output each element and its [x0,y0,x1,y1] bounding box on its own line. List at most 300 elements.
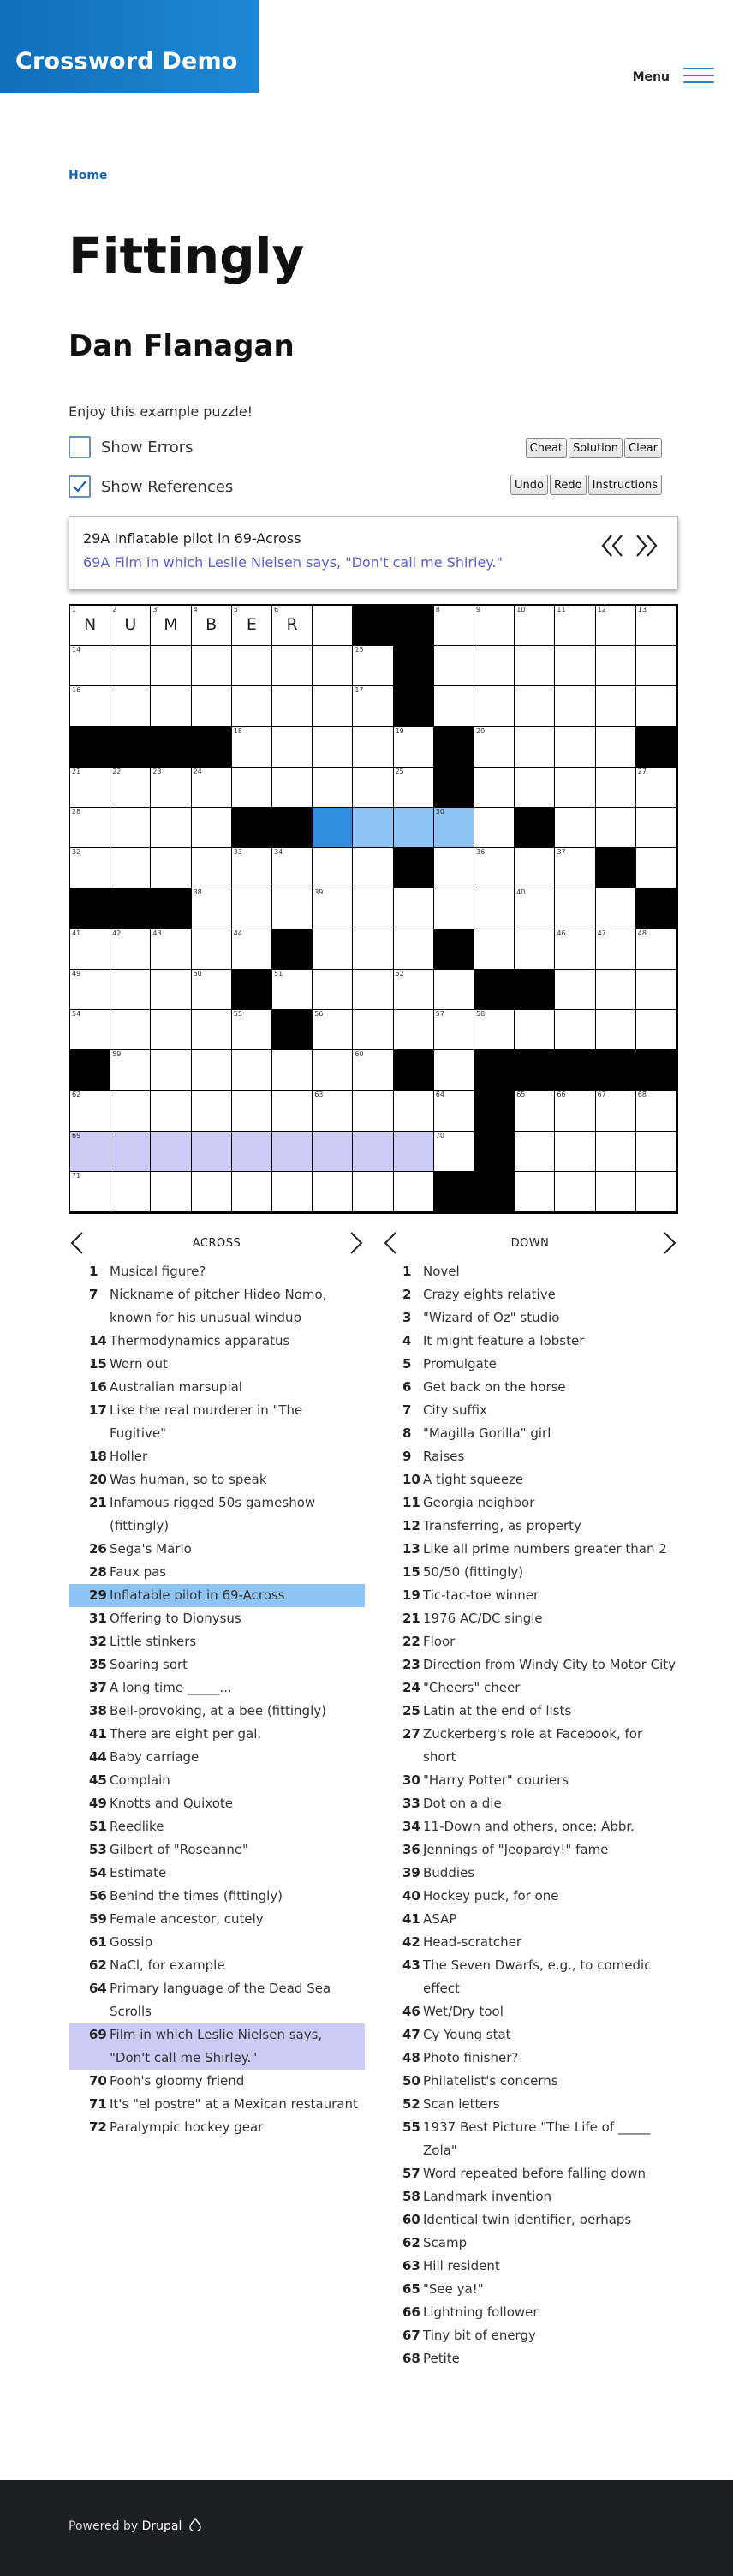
grid-cell[interactable] [394,970,434,1010]
grid-cell[interactable] [515,768,555,808]
grid-cell[interactable] [474,808,515,848]
grid-cell[interactable] [232,686,272,726]
clue-across-45[interactable] [69,1769,365,1792]
grid-cell[interactable] [313,1050,353,1091]
grid-cell[interactable] [434,808,474,848]
grid-cell[interactable] [555,727,595,768]
grid-cell[interactable] [353,888,393,929]
grid-cell[interactable] [434,848,474,888]
clue-down-22[interactable] [382,1630,678,1653]
clue-number: 35 [89,1657,107,1672]
grid-cell[interactable] [192,970,232,1010]
grid-cell[interactable] [636,606,676,646]
grid-cell[interactable] [313,888,353,929]
clue-down-68[interactable] [382,2347,678,2370]
grid-cell[interactable] [272,1091,313,1131]
clue-across-17[interactable] [69,1399,365,1445]
clue-down-40[interactable] [382,1885,678,1908]
grid-cell[interactable] [394,1091,434,1131]
clue-down-55[interactable] [382,2116,678,2162]
clear-button[interactable]: Clear [624,438,662,458]
grid-cell[interactable] [70,929,110,970]
grid-cell[interactable] [313,727,353,768]
redo-button[interactable]: Redo [550,475,587,495]
down-next-icon[interactable] [661,1230,678,1256]
grid-cell[interactable] [272,970,313,1010]
grid-cell[interactable] [353,1050,393,1091]
clue-down-4[interactable] [382,1330,678,1353]
grid-cell[interactable] [313,606,353,646]
clue-across-59[interactable] [69,1908,365,1931]
grid-cell[interactable] [110,929,151,970]
clue-across-29[interactable] [69,1584,365,1607]
grid-cell[interactable] [192,1132,232,1172]
grid-cell[interactable] [636,970,676,1010]
grid-cell[interactable] [636,929,676,970]
grid-cell[interactable] [596,1010,636,1050]
clue-across-38[interactable] [69,1700,365,1723]
grid-cell[interactable] [515,606,555,646]
cheat-button[interactable]: Cheat [526,438,567,458]
grid-cell[interactable] [434,970,474,1010]
clue-across-54[interactable] [69,1862,365,1885]
grid-cell[interactable] [394,1010,434,1050]
grid-cell[interactable] [110,768,151,808]
grid-cell[interactable] [272,1172,313,1212]
show-references-row[interactable] [69,475,233,498]
clue-across-56[interactable] [69,1885,365,1908]
grid-cell[interactable] [151,1050,191,1091]
grid-cell[interactable] [272,1132,313,1172]
show-errors-checkbox[interactable] [69,436,91,458]
grid-cell[interactable] [515,1172,555,1212]
clue-down-65[interactable] [382,2278,678,2301]
grid-cell[interactable] [272,646,313,686]
grid-cell[interactable] [474,686,515,726]
menu-label[interactable]: Menu [632,70,670,84]
grid-cell[interactable] [353,848,393,888]
grid-cell[interactable] [232,646,272,686]
grid-cell[interactable] [555,646,595,686]
grid-cell[interactable] [110,646,151,686]
clue-across-51[interactable] [69,1815,365,1838]
grid-cell[interactable] [434,686,474,726]
clue-down-1[interactable] [382,1260,678,1283]
clue-across-53[interactable] [69,1838,365,1862]
clue-down-67[interactable] [382,2324,678,2347]
grid-cell[interactable] [474,929,515,970]
grid-cell[interactable] [70,1132,110,1172]
next-clue-icon[interactable] [634,532,659,559]
grid-cell[interactable] [272,727,313,768]
grid-cell[interactable] [70,1172,110,1212]
grid-cell[interactable] [555,808,595,848]
grid-cell[interactable] [272,848,313,888]
grid-cell[interactable] [596,1132,636,1172]
grid-cell[interactable] [192,606,232,646]
grid-cell[interactable] [232,1172,272,1212]
clue-down-23[interactable] [382,1653,678,1676]
grid-cell[interactable] [151,686,191,726]
clue-across-69[interactable] [69,2023,365,2070]
grid-cell[interactable] [555,1010,595,1050]
grid-cell[interactable] [394,888,434,929]
previous-clue-icon[interactable] [599,532,625,559]
grid-cell[interactable] [636,1091,676,1131]
hamburger-menu-icon[interactable] [683,68,714,85]
breadcrumb-home-link[interactable]: Home [69,169,108,182]
clue-down-63[interactable] [382,2255,678,2278]
grid-cell[interactable] [151,768,191,808]
grid-cell[interactable] [110,1132,151,1172]
grid-cell[interactable] [353,1132,393,1172]
grid-cell[interactable] [596,686,636,726]
clue-down-11[interactable] [382,1491,678,1515]
clue-down-57[interactable] [382,2162,678,2185]
grid-cell[interactable] [474,888,515,929]
grid-cell[interactable] [110,606,151,646]
clue-down-19[interactable] [382,1584,678,1607]
grid-cell[interactable] [353,970,393,1010]
clue-down-25[interactable] [382,1700,678,1723]
grid-cell[interactable] [70,646,110,686]
grid-cell[interactable] [192,1172,232,1212]
grid-cell[interactable] [555,1172,595,1212]
show-errors-row[interactable] [69,436,194,458]
grid-cell[interactable] [596,888,636,929]
clue-across-7[interactable] [69,1283,365,1330]
grid-cell[interactable] [596,1172,636,1212]
grid-cell[interactable] [151,808,191,848]
clue-down-5[interactable] [382,1353,678,1376]
clue-number: 14 [89,1333,107,1348]
grid-cell[interactable] [394,808,434,848]
grid-cell[interactable] [434,646,474,686]
show-references-checkbox[interactable] [69,475,91,498]
grid-cell[interactable] [353,768,393,808]
grid-cell[interactable] [313,1091,353,1131]
grid-cell[interactable] [151,1091,191,1131]
grid-cell[interactable] [434,606,474,646]
across-prev-icon[interactable] [69,1230,86,1256]
down-prev-icon[interactable] [382,1230,399,1256]
grid-cell[interactable] [192,888,232,929]
grid-cell[interactable] [353,1091,393,1131]
across-next-icon[interactable] [348,1230,365,1256]
grid-cell[interactable] [474,848,515,888]
grid-cell[interactable] [272,768,313,808]
grid-cell[interactable] [434,1050,474,1091]
clue-across-61[interactable] [69,1931,365,1954]
grid-cell[interactable] [192,929,232,970]
grid-cell[interactable] [313,970,353,1010]
grid-cell[interactable] [636,646,676,686]
grid-cell[interactable] [596,646,636,686]
clue-across-35[interactable] [69,1653,365,1676]
grid-cell[interactable] [515,1091,555,1131]
grid-cell[interactable] [272,686,313,726]
grid-cell[interactable] [434,1132,474,1172]
clue-across-64[interactable] [69,1977,365,2023]
clue-down-10[interactable] [382,1468,678,1491]
grid-cell[interactable] [555,970,595,1010]
grid-cell[interactable] [192,1010,232,1050]
clue-across-44[interactable] [69,1746,365,1769]
grid-cell[interactable] [636,1132,676,1172]
grid-cell[interactable] [555,606,595,646]
grid-cell[interactable] [555,768,595,808]
grid-cell[interactable] [596,808,636,848]
grid-cell[interactable] [515,848,555,888]
grid-cell[interactable] [474,1010,515,1050]
grid-cell[interactable] [232,1091,272,1131]
cell-number: 20 [476,726,486,735]
drupal-link[interactable]: Drupal [141,2519,182,2533]
grid-cell[interactable] [232,929,272,970]
grid-cell[interactable] [232,848,272,888]
clue-across-1[interactable] [69,1260,365,1283]
clue-across-31[interactable] [69,1607,365,1630]
grid-cell[interactable] [272,888,313,929]
grid-cell[interactable] [515,686,555,726]
grid-cell[interactable] [474,646,515,686]
site-name[interactable]: Crossword Demo [15,48,238,75]
clue-down-27[interactable] [382,1723,678,1769]
grid-cell[interactable] [151,646,191,686]
grid-cell[interactable] [636,1172,676,1212]
grid-block [70,888,110,929]
grid-cell[interactable] [353,646,393,686]
grid-cell[interactable] [394,727,434,768]
grid-cell[interactable] [474,606,515,646]
grid-cell[interactable] [110,1050,151,1091]
clue-down-39[interactable] [382,1862,678,1885]
grid-cell[interactable] [596,606,636,646]
site-logo-banner[interactable] [0,0,259,93]
grid-cell[interactable] [70,1010,110,1050]
clue-down-8[interactable] [382,1422,678,1445]
grid-cell[interactable] [515,1132,555,1172]
clue-across-28[interactable] [69,1561,365,1584]
grid-cell[interactable] [555,1091,595,1131]
grid-cell[interactable] [232,1050,272,1091]
grid-cell[interactable] [151,606,191,646]
grid-cell[interactable] [110,686,151,726]
undo-button[interactable]: Undo [510,475,548,495]
clue-across-16[interactable] [69,1376,365,1399]
grid-cell[interactable] [232,727,272,768]
grid-cell[interactable] [515,929,555,970]
grid-cell[interactable] [515,888,555,929]
grid-cell[interactable] [110,1091,151,1131]
clue-across-49[interactable] [69,1792,365,1815]
grid-cell[interactable] [313,686,353,726]
grid-cell[interactable] [596,970,636,1010]
clue-text: Landmark invention [423,2189,552,2204]
grid-cell[interactable] [192,1050,232,1091]
grid-cell[interactable] [313,1010,353,1050]
grid-cell[interactable] [515,646,555,686]
cell-number: 40 [516,888,526,897]
grid-cell[interactable] [474,768,515,808]
grid-cell[interactable] [232,1010,272,1050]
grid-cell[interactable] [353,1010,393,1050]
clue-down-3[interactable] [382,1306,678,1330]
grid-cell[interactable] [394,1132,434,1172]
clue-across-20[interactable] [69,1468,365,1491]
clue-across-14[interactable] [69,1330,365,1353]
grid-cell[interactable] [636,808,676,848]
grid-cell[interactable] [70,686,110,726]
clue-down-52[interactable] [382,2093,678,2116]
grid-cell[interactable] [636,686,676,726]
across-clue-list [69,1260,365,2139]
clue-down-58[interactable] [382,2185,678,2208]
clue-down-50[interactable] [382,2070,678,2093]
grid-cell[interactable] [192,686,232,726]
grid-cell[interactable] [151,929,191,970]
clue-down-34[interactable] [382,1815,678,1838]
clue-down-15[interactable] [382,1561,678,1584]
grid-cell[interactable] [313,808,353,848]
clue-down-43[interactable] [382,1954,678,2000]
grid-cell[interactable] [151,1172,191,1212]
clue-across-71[interactable] [69,2093,365,2116]
grid-cell[interactable] [555,848,595,888]
clue-across-26[interactable] [69,1538,365,1561]
clue-down-13[interactable] [382,1538,678,1561]
grid-cell[interactable] [110,808,151,848]
grid-cell[interactable] [192,848,232,888]
clue-across-41[interactable] [69,1723,365,1746]
grid-cell[interactable] [394,1172,434,1212]
clue-down-21[interactable] [382,1607,678,1630]
grid-cell[interactable] [555,929,595,970]
clue-down-62[interactable] [382,2232,678,2255]
clue-across-21[interactable] [69,1491,365,1538]
clue-down-12[interactable] [382,1515,678,1538]
grid-cell[interactable] [636,848,676,888]
grid-cell[interactable] [636,1010,676,1050]
grid-cell[interactable] [353,686,393,726]
clue-down-7[interactable] [382,1399,678,1422]
clue-down-60[interactable] [382,2208,678,2232]
grid-cell[interactable] [353,808,393,848]
instructions-button[interactable]: Instructions [588,475,662,495]
grid-cell[interactable] [434,1010,474,1050]
grid-cell[interactable] [70,768,110,808]
grid-cell[interactable] [70,1091,110,1131]
grid-cell[interactable] [434,888,474,929]
grid-cell[interactable] [232,606,272,646]
grid-cell[interactable] [192,1091,232,1131]
grid-cell[interactable] [353,727,393,768]
clue-down-41[interactable] [382,1908,678,1931]
clue-down-24[interactable] [382,1676,678,1700]
grid-cell[interactable] [515,1010,555,1050]
clue-down-42[interactable] [382,1931,678,1954]
grid-cell[interactable] [394,768,434,808]
grid-cell[interactable] [151,1132,191,1172]
grid-cell[interactable] [596,1091,636,1131]
clue-down-2[interactable] [382,1283,678,1306]
grid-cell[interactable] [313,768,353,808]
grid-cell[interactable] [596,929,636,970]
grid-cell[interactable] [70,848,110,888]
grid-block [434,929,474,970]
grid-cell[interactable] [353,929,393,970]
grid-cell[interactable] [151,1010,191,1050]
grid-cell[interactable] [515,727,555,768]
grid-cell[interactable] [70,970,110,1010]
grid-cell[interactable] [555,686,595,726]
clue-across-18[interactable] [69,1445,365,1468]
grid-cell[interactable] [110,848,151,888]
grid-cell[interactable] [474,727,515,768]
grid-cell[interactable] [151,848,191,888]
grid-cell[interactable] [394,929,434,970]
grid-cell[interactable] [232,1132,272,1172]
grid-cell[interactable] [636,768,676,808]
grid-cell[interactable] [596,768,636,808]
clue-down-47[interactable] [382,2023,678,2047]
grid-cell[interactable] [151,970,191,1010]
clue-down-46[interactable] [382,2000,678,2023]
grid-cell[interactable] [313,1172,353,1212]
grid-cell[interactable] [110,1010,151,1050]
active-clue-bar [69,516,678,589]
clue-down-66[interactable] [382,2301,678,2324]
clue-down-36[interactable] [382,1838,678,1862]
grid-cell[interactable] [434,1091,474,1131]
grid-cell[interactable] [555,888,595,929]
clue-across-72[interactable] [69,2116,365,2139]
clue-down-6[interactable] [382,1376,678,1399]
grid-cell[interactable] [110,970,151,1010]
clue-down-30[interactable] [382,1769,678,1792]
grid-cell[interactable] [313,929,353,970]
clue-down-48[interactable] [382,2047,678,2070]
grid-cell[interactable] [70,606,110,646]
solution-button[interactable]: Solution [569,438,623,458]
grid-cell[interactable] [110,1172,151,1212]
clue-across-62[interactable] [69,1954,365,1977]
grid-cell[interactable] [353,1172,393,1212]
grid-cell[interactable] [232,888,272,929]
show-errors-label[interactable]: Show Errors [101,438,194,457]
grid-cell[interactable] [313,848,353,888]
cell-number: 34 [274,848,283,857]
grid-cell[interactable] [272,606,313,646]
grid-cell[interactable] [596,727,636,768]
grid-cell[interactable] [232,768,272,808]
grid-cell[interactable] [192,768,232,808]
grid-cell[interactable] [313,646,353,686]
clue-across-32[interactable] [69,1630,365,1653]
grid-cell[interactable] [192,808,232,848]
clue-across-37[interactable] [69,1676,365,1700]
grid-cell[interactable] [313,1132,353,1172]
clue-down-9[interactable] [382,1445,678,1468]
clue-across-70[interactable] [69,2070,365,2093]
clue-down-33[interactable] [382,1792,678,1815]
grid-cell[interactable] [70,808,110,848]
clue-across-15[interactable] [69,1353,365,1376]
grid-cell[interactable] [272,1050,313,1091]
show-references-label[interactable]: Show References [101,477,234,496]
grid-cell[interactable] [555,1132,595,1172]
grid-cell[interactable] [192,646,232,686]
